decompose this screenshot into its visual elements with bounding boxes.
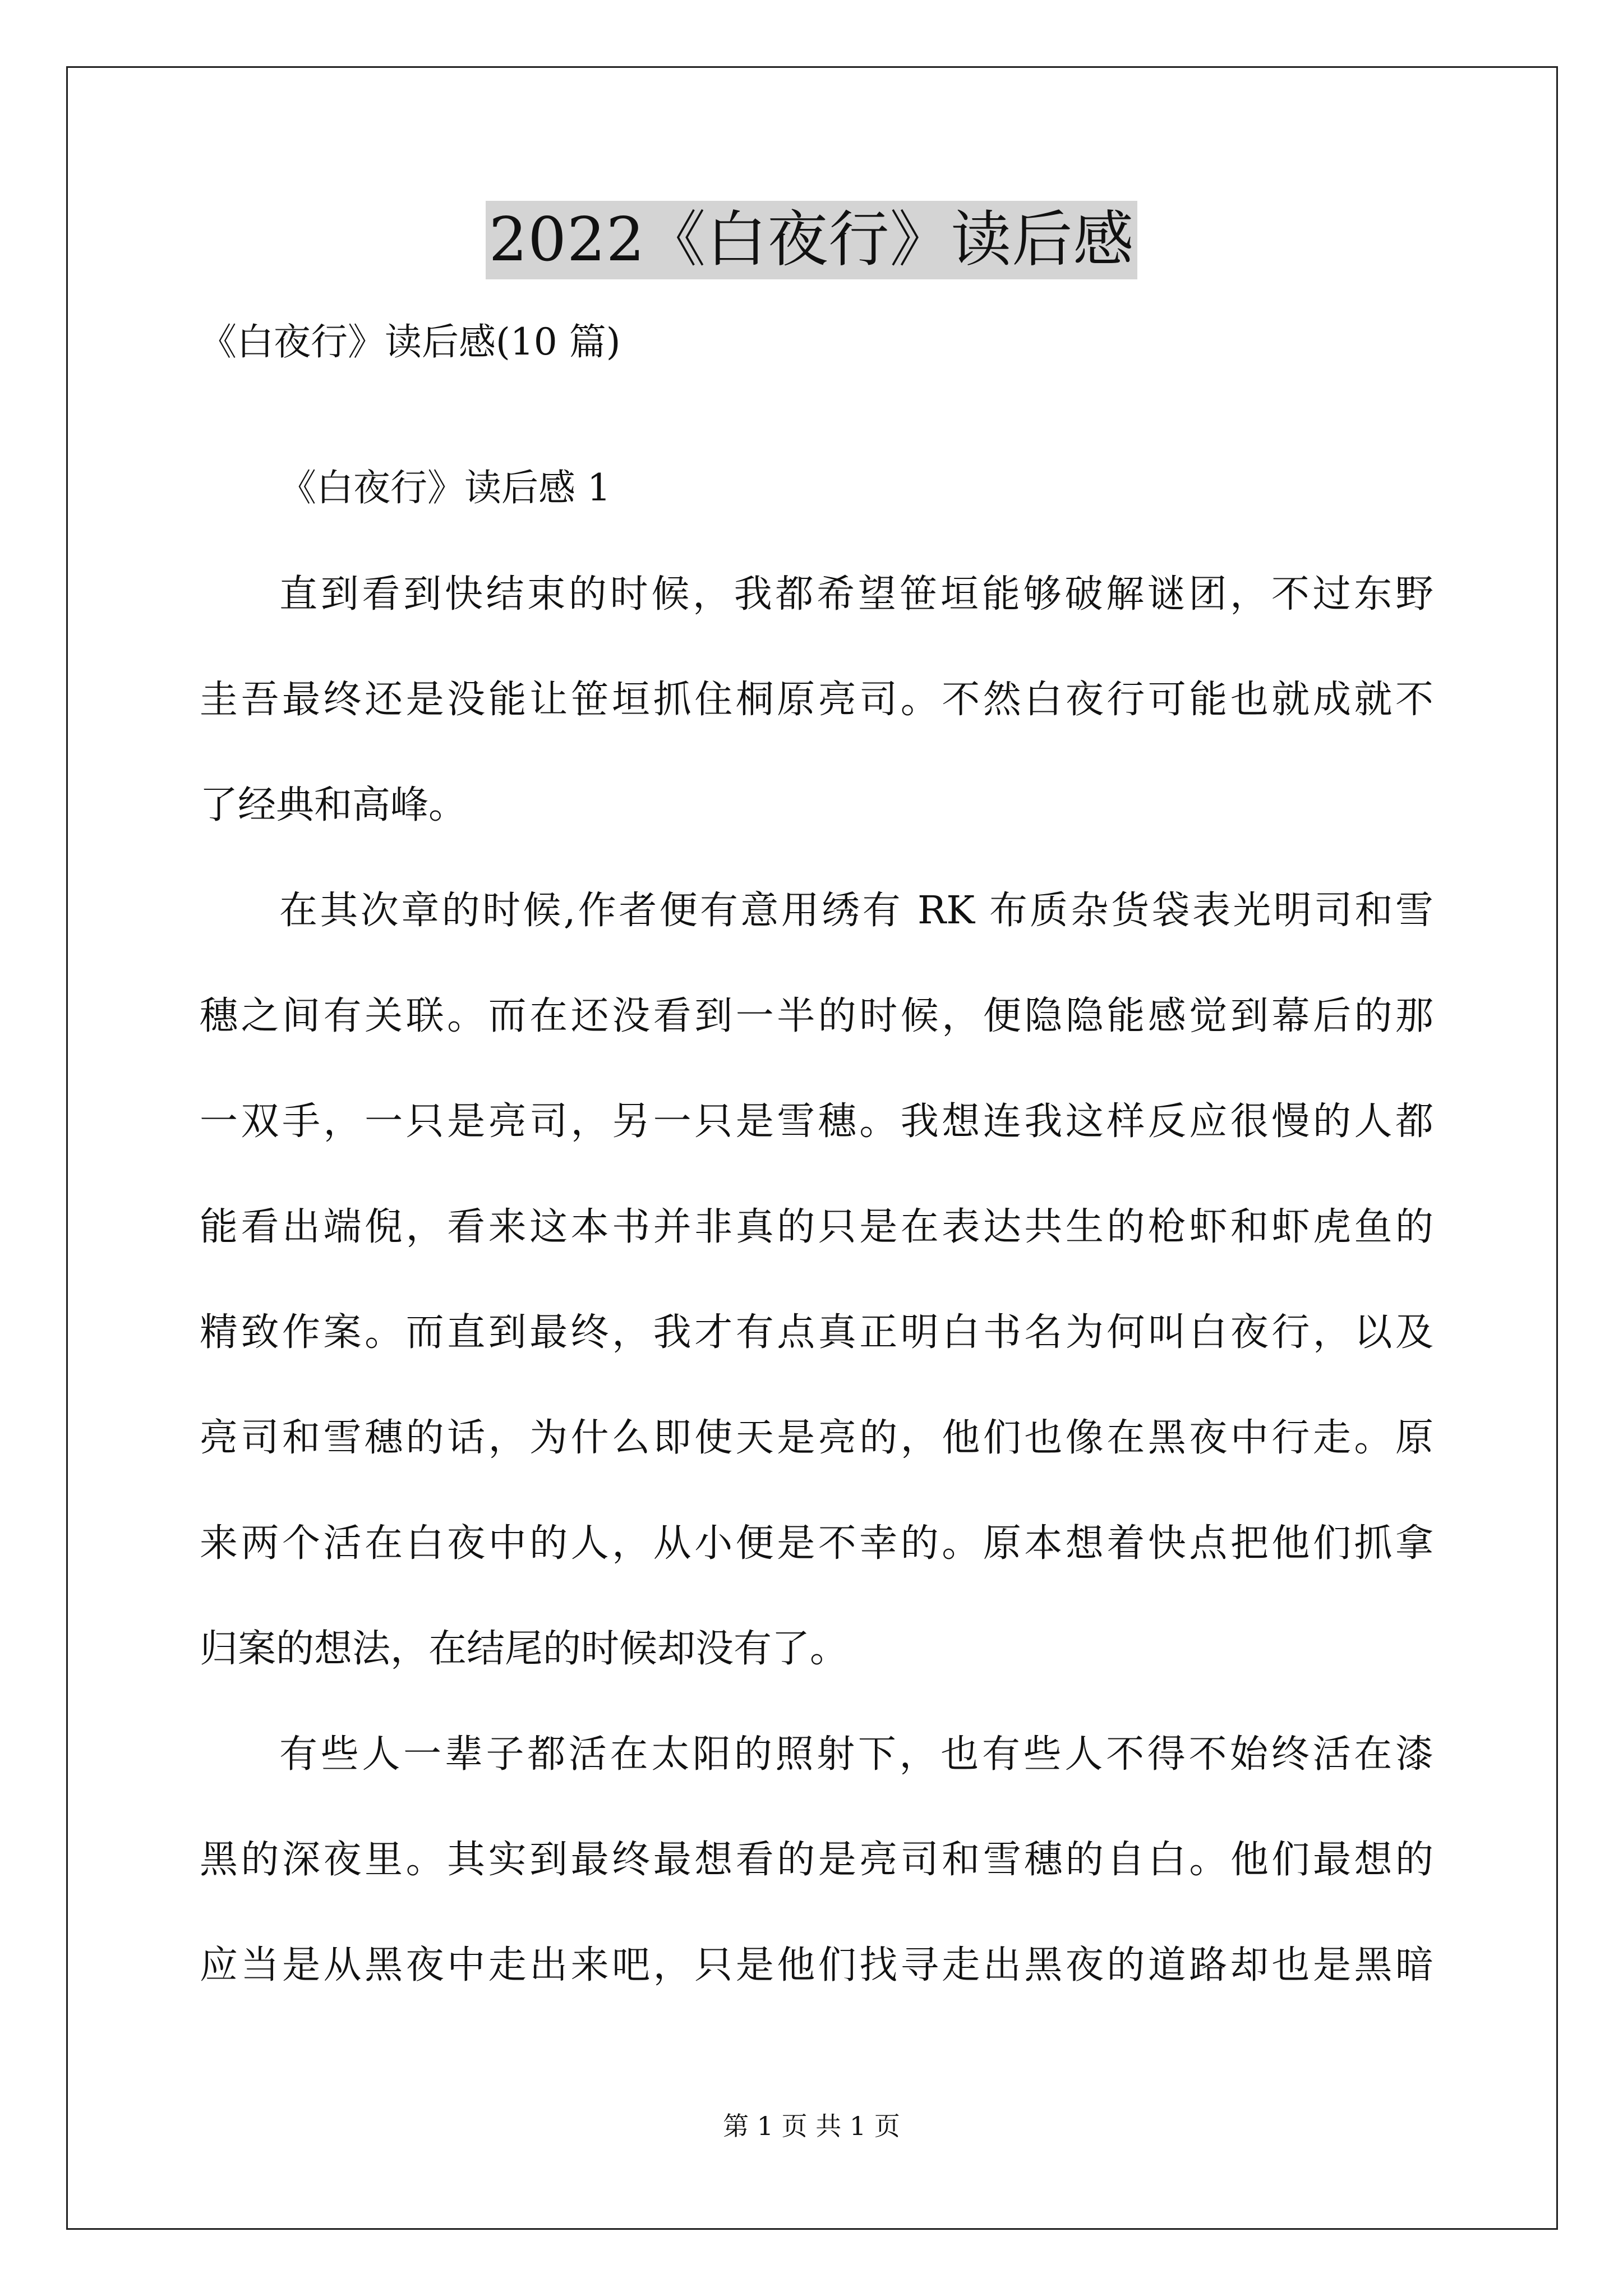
- body-line: 来两个活在白夜中的人，从小便是不幸的。原本想着快点把他们抓拿: [200, 1521, 1433, 1566]
- body-line: 有些人一辈子都活在太阳的照射下，也有些人不得不始终活在漆: [279, 1732, 1433, 1777]
- document-subtitle: 《白夜行》读后感(10 篇): [200, 320, 621, 364]
- body-line: 归案的想法，在结尾的时候却没有了。: [200, 1627, 849, 1671]
- body-line: 精致作案。而直到最终，我才有点真正明白书名为何叫白夜行，以及: [200, 1310, 1433, 1355]
- body-line: 穗之间有关联。而在还没看到一半的时候，便隐隐能感觉到幕后的那: [200, 994, 1433, 1038]
- title-container: [0, 201, 1623, 279]
- body-line: 黑的深夜里。其实到最终最想看的是亮司和雪穗的自白。他们最想的: [200, 1838, 1433, 1882]
- body-line: 能看出端倪，看来这本书并非真的只是在表达共生的枪虾和虾虎鱼的: [200, 1205, 1433, 1249]
- body-line: 一双手，一只是亮司，另一只是雪穗。我想连我这样反应很慢的人都: [200, 1099, 1433, 1144]
- body-line: 圭吾最终还是没能让笹垣抓住桐原亮司。不然白夜行可能也就成就不: [200, 678, 1433, 722]
- body-line: 应当是从黑夜中走出来吧，只是他们找寻走出黑夜的道路却也是黑暗: [200, 1943, 1433, 1987]
- body-line: 亮司和雪穗的话，为什么即使天是亮的，他们也像在黑夜中行走。原: [200, 1416, 1433, 1460]
- section-heading: 《白夜行》读后感 1: [279, 466, 611, 509]
- document-title: 2022《白夜行》读后感: [486, 201, 1138, 279]
- body-line: 了经典和高峰。: [200, 783, 467, 827]
- body-line: 直到看到快结束的时候，我都希望笹垣能够破解谜团，不过东野: [279, 572, 1433, 616]
- body-line: 在其次章的时候,作者便有意用绣有 RK 布质杂货袋表光明司和雪: [279, 889, 1433, 933]
- page-footer: 第 1 页 共 1 页: [723, 2111, 900, 2141]
